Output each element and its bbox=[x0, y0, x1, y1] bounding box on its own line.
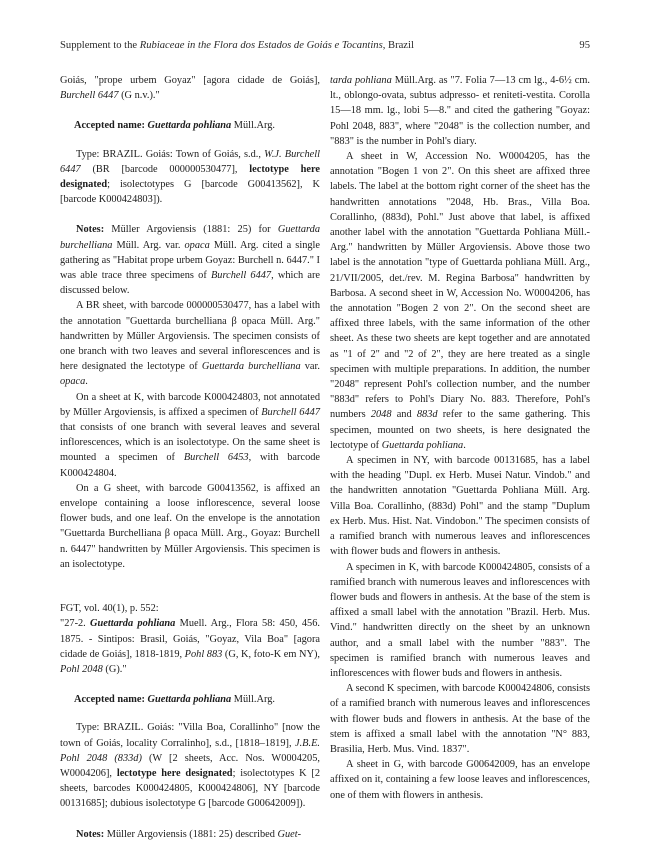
w-text-c: refer to the same gathering. This specimen, mounted on two sheets, is here designated the lectotype of bbox=[330, 409, 590, 451]
type-2-lectotype: lectotype here designated bbox=[116, 767, 233, 779]
notes-1-text-a: Müller Argoviensis (1881: 25) for bbox=[104, 224, 278, 236]
type-2-sheets: (W [2 sheets, Acc. Nos. W0004205, W0004206], bbox=[60, 752, 320, 779]
type-2-text: Type: BRAZIL. Goiás: "Villa Boa, Corallinho" [now the town of Goiás, locality Corralinho], s.d., [1818–1819], bbox=[60, 722, 320, 749]
w-number-2048: 2048 bbox=[370, 409, 392, 421]
w-taxon: Guettarda pohliana bbox=[381, 439, 464, 451]
k-collector-2: Burchell 6453 bbox=[183, 452, 249, 464]
spacer bbox=[60, 812, 320, 827]
right-column bbox=[330, 73, 590, 803]
notes-1-taxon: Guettarda burchelliana bbox=[60, 224, 320, 251]
w-number-883d: 883d bbox=[416, 409, 438, 421]
fgt-collector-2: Pohl 2048 bbox=[60, 663, 103, 675]
accepted-name-1 bbox=[74, 118, 320, 133]
spacer bbox=[60, 207, 320, 222]
type-2-collector: J.B.E. Pohl 2048 (833d) bbox=[60, 737, 320, 764]
accepted-name-2-taxon: Guettarda pohliana bbox=[147, 694, 232, 706]
running-head-title bbox=[60, 40, 414, 51]
br-end: . bbox=[85, 376, 88, 388]
k-collector: Burchell 6447 bbox=[261, 406, 320, 418]
fgt-end: (G)." bbox=[102, 663, 127, 675]
page-number: 95 bbox=[579, 40, 590, 51]
fgt-text-a: "27-2. bbox=[60, 618, 91, 630]
running-head-italic-title: Rubiaceae in the Flora dos Estados de Goiás e Tocantins bbox=[139, 40, 383, 51]
fgt-text-c: (G, K, foto-K em NY), bbox=[222, 648, 320, 660]
notes-1-collector: Burchell 6447 bbox=[210, 270, 272, 282]
running-head bbox=[60, 40, 590, 56]
notes-2-label: Notes: bbox=[76, 828, 105, 840]
accepted-name-2-label: Accepted name: bbox=[74, 694, 148, 706]
g-specimen-paragraph: On a G sheet, with barcode G00413562, is affixed an envelope containing a loose inflorescence, several loose flower buds, and one leaf. On the envelope is the annotation "Guettarda Burchelliana β opaca Müll. Arg., Goyaz: Burchell n. 6447" handwritten by Müller Argoviensis. This specimen is an isolectotype. bbox=[60, 482, 320, 570]
type-paragraph-2 bbox=[60, 720, 320, 811]
notes-paragraph-2 bbox=[60, 827, 320, 842]
intro-citation-text: Goiás, "prope urbem Goyaz" [agora cidade de Goiás], bbox=[60, 75, 320, 86]
notes-2-taxon-start: Guet- bbox=[277, 828, 302, 840]
g2-specimen-paragraph: A sheet in G, with barcode G00642009, has an envelope affixed on it, containing a few loose leaves and inflorescences, one of them with flowers in anthesis. bbox=[330, 759, 590, 801]
notes-1-text-d: , which are discussed below. bbox=[60, 270, 320, 297]
notes-1-text-b: Müll. Arg. var. bbox=[112, 239, 185, 251]
w-end: . bbox=[463, 439, 466, 451]
fgt-collector-1: Pohl 883 bbox=[184, 648, 223, 660]
w-specimen-paragraph bbox=[330, 149, 590, 453]
accepted-name-1-author: Müll.Arg. bbox=[231, 120, 275, 132]
running-head-prefix: Supplement to the bbox=[60, 40, 140, 51]
accepted-name-2 bbox=[74, 692, 320, 707]
type-1-barcode: (BR [barcode 000000530477], bbox=[80, 163, 250, 175]
w-text-a: A sheet in W, Accession No. W0004205, has the annotation "Bogen 1 von 2". On this sheet are affixed three labels. The label at the bottom right corner of the sheet has the handwritten annotations "2048, Hb. Bras., Villa Boa. Corallinho, (883d), Pohl." Just above that label, is affixed another label with the annotation "Guettarda Pohliana Müll.-Arg." handwritten by Müller Argoviensis. Above those two label is the annotation "type of Guettarda pohliana Müll. Arg., 21/VII/2005, det./rev. M. Regina Barbosa" handwritten by Barbosa. A second sheet in W, Accession No. W0004206, has the annotation "Bogen 2 von 2". On the second sheet are affixed three labels, with the same information of the other sheet. As these two sheets are kept together and are annotated as "1 of 2" and "2 of 2", they are here treated as a single specimen with multiple preparations. In addition, the number "2048" represent Pohl's collection number, and the number "883d" refers to Pohl's Diary No. 883. Therefore, Pohl's numbers bbox=[330, 151, 590, 421]
spacer bbox=[60, 572, 320, 601]
notes-1-variety: opaca bbox=[184, 239, 210, 251]
fgt-reference: FGT, vol. 40(1), p. 552: bbox=[60, 603, 159, 615]
k-text-a: On a sheet at K, with barcode K000424803, not annotated by Müller Argoviensis, is affixed a specimen of bbox=[60, 391, 320, 418]
br-specimen-paragraph bbox=[60, 298, 320, 389]
w-text-b: and bbox=[391, 409, 417, 421]
br-text: A BR sheet, with barcode 000000530477, has a label with the annotation "Guettarda burchelliana β opaca Müll. Arg." handwritten by Müller Argoviensis. The specimen consists of one branch with two leaves and several inflorescences and is here designated the lectotype of bbox=[60, 300, 320, 373]
k2-specimen-paragraph: A second K specimen, with barcode K000424806, consists of a ramified branch with numerous leaves and inflorescences with flower buds and flowers in anthesis. At the base of the stem is affixed a small label with the annotation "N° 883, Brasilia, Herb. Mus. Vind. 1837". bbox=[330, 683, 590, 755]
continuation-taxon: tarda pohliana bbox=[330, 75, 392, 86]
br-var: var. bbox=[300, 361, 320, 373]
left-column bbox=[60, 73, 320, 842]
ny-specimen-paragraph: A specimen in NY, with barcode 00131685, has a label with the heading "Dupl. ex Herb. Musei Natur. Vindob." and the handwritten annotation "Guettarda Pohliana Müll. Arg. Villa Boa. Corallinho, (883d) Pohl" and the stamp "Duplum ex Herb. Mus. Hist. Nat. Vindobon." The specimen consists of a ramified branch with numerous leaves and inflorescences with flower buds and flowers in anthesis. bbox=[330, 455, 590, 558]
k1-specimen-paragraph: A specimen in K, with barcode K000424805, consists of a ramified branch with numerous leaves and inflorescences with flower buds and flowers in anthesis. At the base of the stem is affixed a small label with the annotation "Brazil. Herb. Mus. Vind." handwritten directly on the sheet by an unknown author, and a small label with the number "883". The specimen is ramified branch with numerous leaves and inflorescences with flower buds and flowers in anthesis. bbox=[330, 561, 590, 679]
br-taxon: Guettarda burchelliana bbox=[201, 361, 301, 373]
type-1-isolectotypes: ; isolectotypes G [barcode G00413562], K [barcode K000424803]). bbox=[60, 179, 320, 206]
type-2-isolectotypes: ; isolectotypes K [2 sheets, barcodes K000424805, K000424806], NY [barcode 00131685]; dubious isolectotype G [barcode G00642009]). bbox=[60, 767, 320, 810]
accepted-name-1-label: Accepted name: bbox=[74, 120, 148, 132]
notes-1-label: Notes: bbox=[76, 224, 105, 236]
notes-2-text: Müller Argoviensis (1881: 25) described bbox=[104, 828, 278, 840]
intro-citation-collector: Burchell 6447 bbox=[60, 90, 119, 102]
k-specimen-paragraph bbox=[60, 390, 320, 481]
intro-citation-paragraph bbox=[60, 73, 320, 103]
k-text-c: , with barcode K000424804. bbox=[60, 452, 320, 479]
fgt-citation-paragraph bbox=[60, 616, 320, 677]
fgt-text-b: Muell. Arg., Flora 58: 450, 456. 1875. - Sintipos: Brasil, Goiás, "Goyaz, Vila Boa" [agora cidade de Goiás], 1818-1819, bbox=[60, 618, 320, 660]
type-1-lectotype: lectotype here designated bbox=[60, 163, 321, 191]
description-continuation-paragraph bbox=[330, 73, 590, 149]
type-paragraph-1 bbox=[60, 147, 320, 208]
type-1-text: Type: BRAZIL. Goiás: Town of Goiás, s.d., bbox=[76, 148, 265, 160]
continuation-text: Müll.Arg. as "7. Folia 7—13 cm lg., 4-6½ cm. lt., oblongo-ovata, subtus adpresso- et reniteti-vestita. Corolla 15—18 mm. lg., lobi 5—8." and cited the gathering "Goyaz: Pohl 2048, 883", where "2048" is the collection number, and "883" is the number in Pohl's diary. bbox=[330, 75, 590, 147]
accepted-name-1-taxon: Guettarda pohliana bbox=[147, 120, 232, 132]
running-head-suffix: , Brazil bbox=[382, 40, 414, 51]
br-variety: opaca bbox=[60, 376, 86, 388]
notes-1-text-c: Müll. Arg. cited a single gathering as "Habitat prope urbem Goyaz: Burchell n. 6447." I was able trace three specimens of bbox=[60, 239, 321, 282]
intro-citation-end: (G n.v.)." bbox=[118, 90, 160, 102]
fgt-taxon: Guettarda pohliana bbox=[90, 618, 176, 630]
notes-paragraph-1 bbox=[60, 222, 320, 298]
k-text-b: that consists of one branch with several leaves and several inflorescences, which is an isolectotype. On the same sheet is mounted a specimen of bbox=[60, 422, 320, 464]
accepted-name-2-author: Müll.Arg. bbox=[231, 694, 275, 706]
type-1-collector: W.J. Burchell 6447 bbox=[60, 148, 321, 175]
